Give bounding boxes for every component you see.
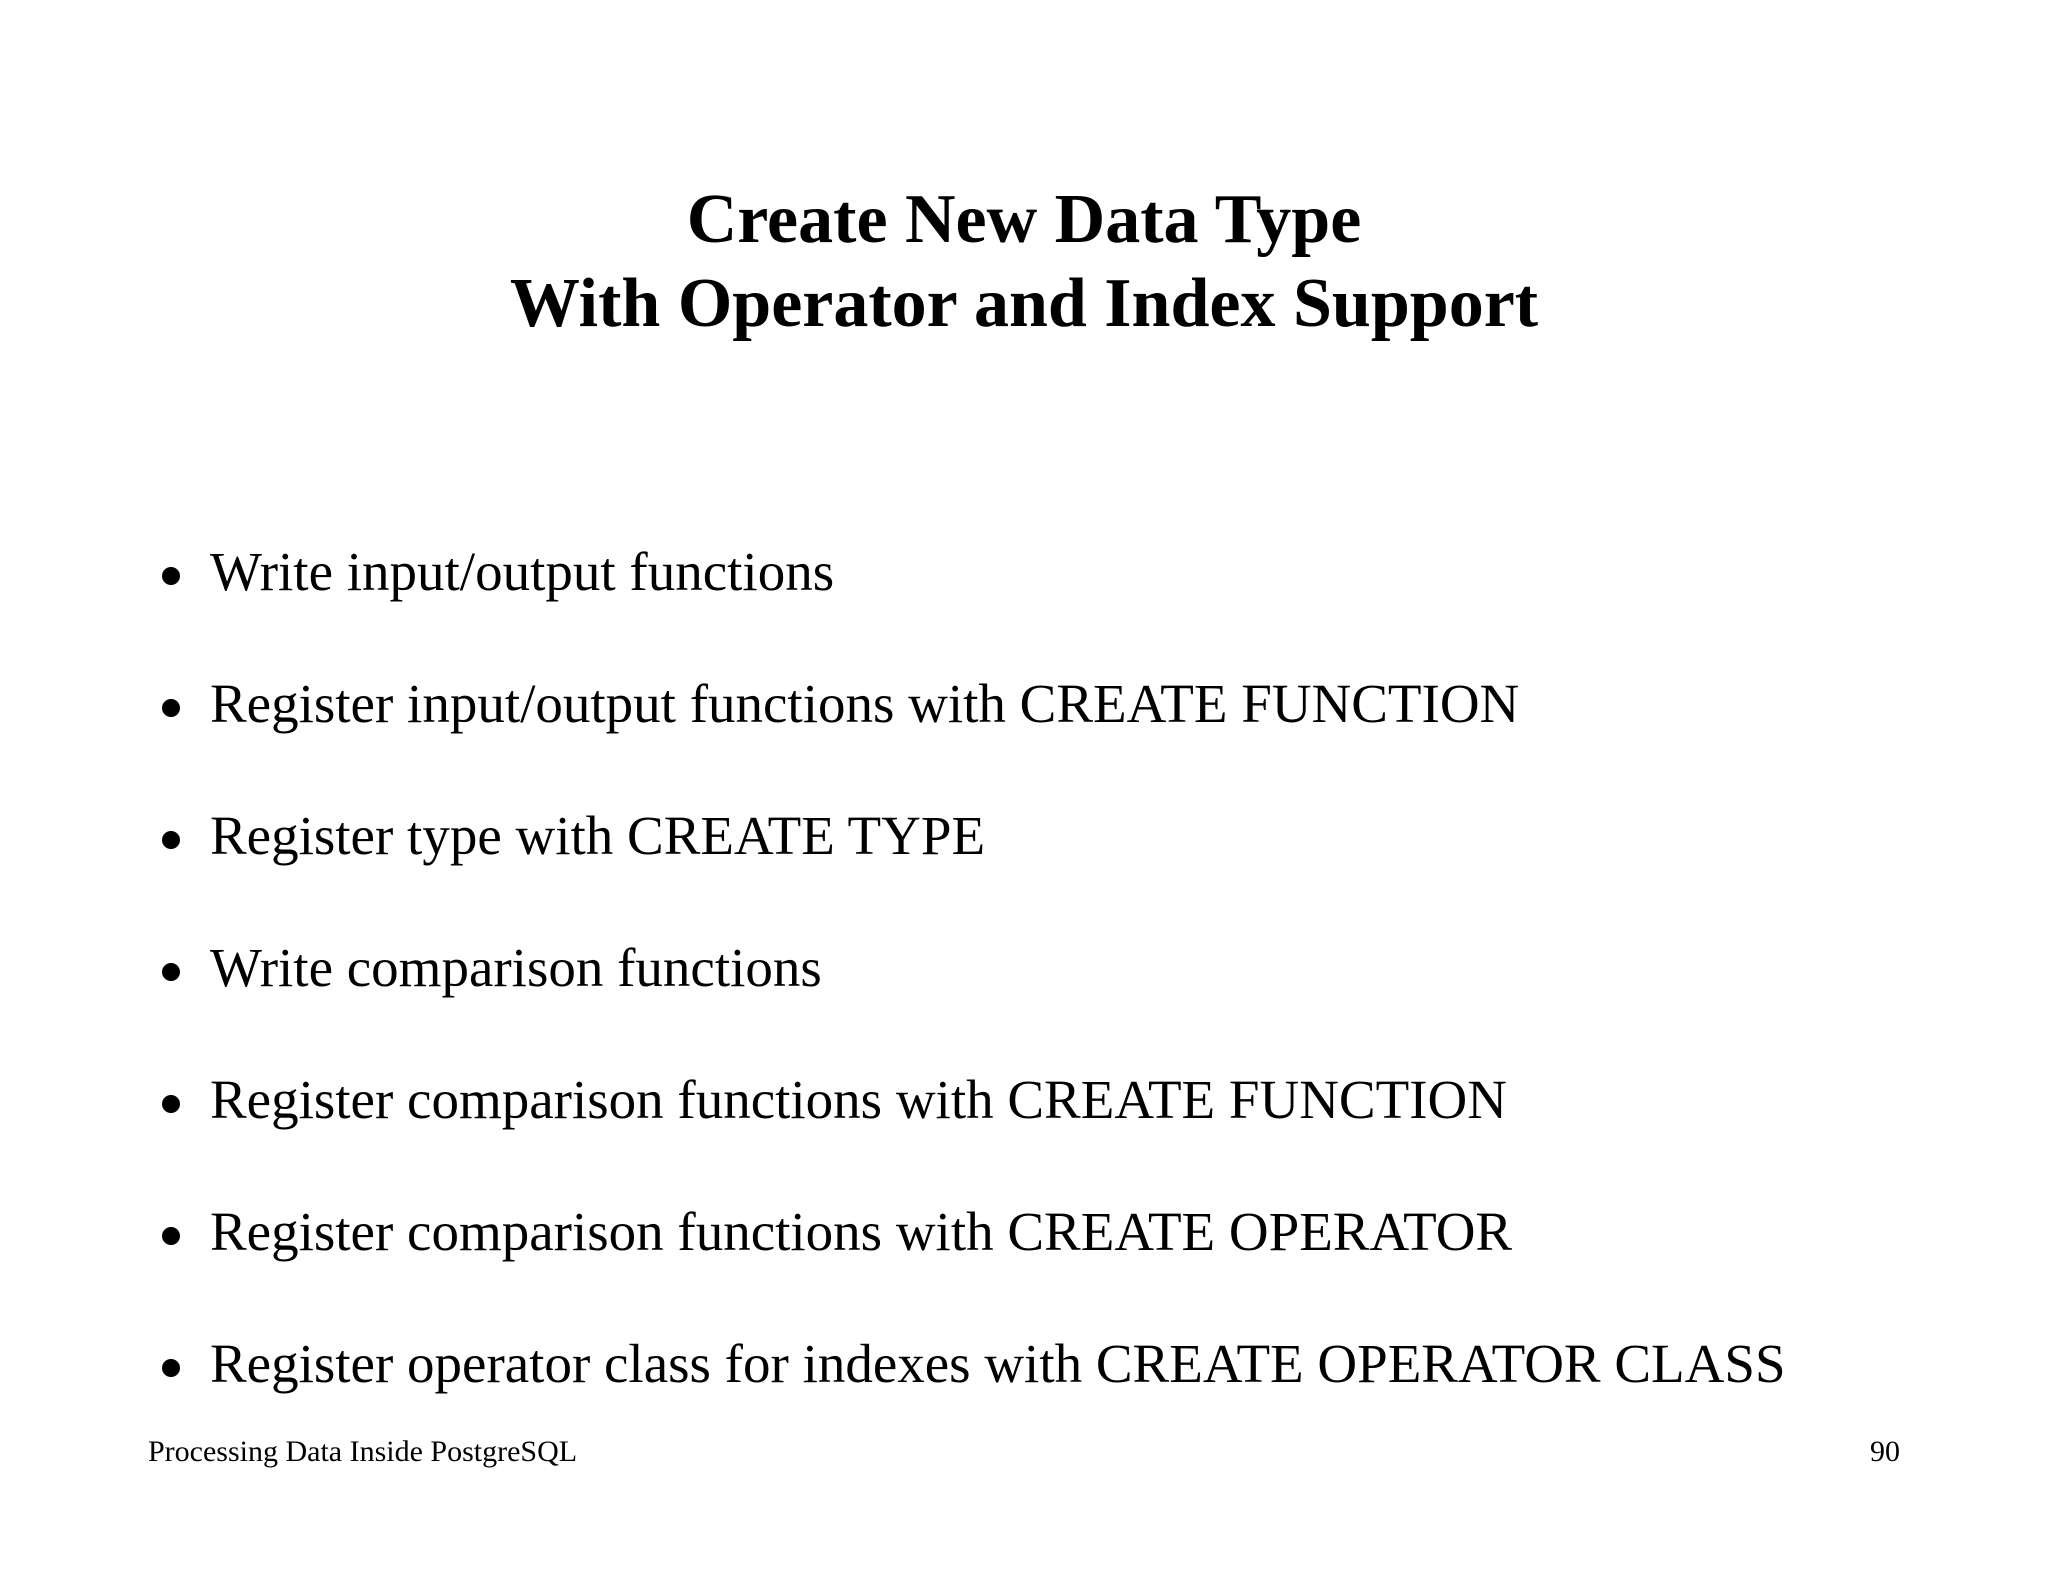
bullet-item [148, 926, 1786, 1058]
bullet-text: Register comparison functions with CREATE OPERATOR [210, 1201, 1513, 1262]
bullet-icon [162, 963, 180, 981]
page-number: 90 [1870, 1435, 1900, 1468]
footer-title: Processing Data Inside PostgreSQL [148, 1435, 578, 1468]
bullet-text: Write comparison functions [210, 937, 822, 998]
bullet-item [148, 1058, 1786, 1190]
bullet-item [148, 662, 1786, 794]
bullet-item [148, 530, 1786, 662]
bullet-list [148, 530, 1786, 1454]
bullet-text: Register operator class for indexes with CREATE OPERATOR CLASS [210, 1333, 1786, 1394]
bullet-item [148, 1190, 1786, 1322]
bullet-text: Register input/output functions with CREATE FUNCTION [210, 673, 1520, 734]
bullet-icon [162, 1359, 180, 1377]
bullet-icon [162, 831, 180, 849]
slide-title-line-1: Create New Data Type [686, 181, 1362, 258]
bullet-icon [162, 1227, 180, 1245]
bullet-icon [162, 699, 180, 717]
bullet-icon [162, 1095, 180, 1113]
bullet-icon [162, 567, 180, 585]
bullet-text: Register type with CREATE TYPE [210, 805, 986, 866]
slide-title [0, 178, 2048, 346]
bullet-text: Register comparison functions with CREATE FUNCTION [210, 1069, 1507, 1130]
bullet-text: Write input/output functions [210, 541, 835, 602]
slide-title-line-2: With Operator and Index Support [509, 265, 1539, 342]
bullet-item [148, 794, 1786, 926]
